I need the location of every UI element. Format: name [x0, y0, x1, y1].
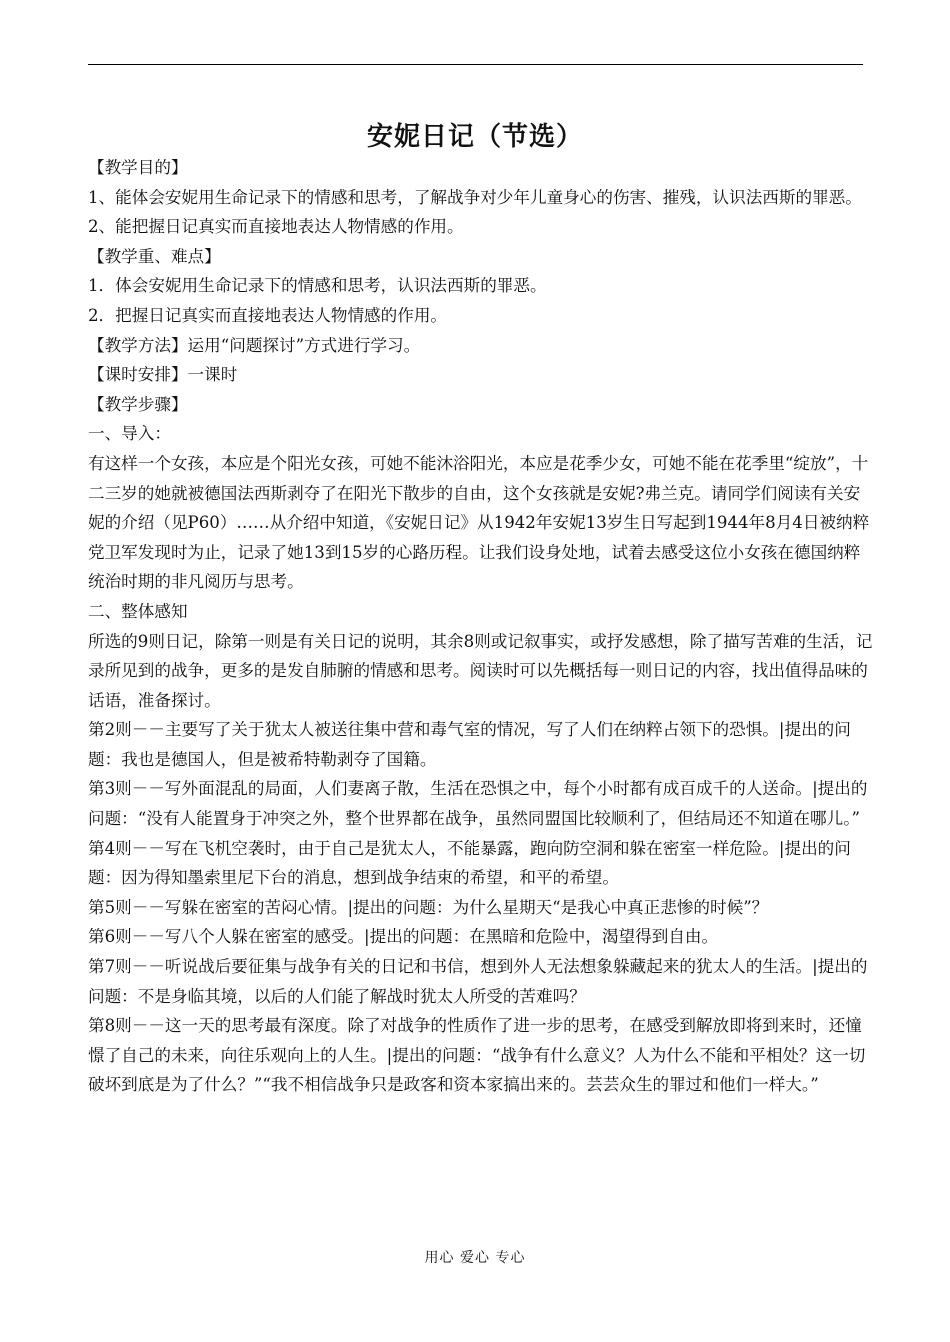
intro-paragraph: 有这样一个女孩，本应是个阳光女孩，可她不能沐浴阳光，本应是花季少女，可她不能在花季里“绽放”，十二三岁的她就被德国法西斯剥夺了在阳光下散步的自由，这个女孩就是安妮?弗兰克。请同学们阅读有关安妮的介绍（见P60）……从介绍中知道，《安妮日记》从1942年安妮13岁生日写起到1944年8月4日被纳粹党卫军发现时为止，记录了她13到15岁的心路历程。让我们设身处地，试着去感受这位小女孩在德国纳粹统治时期的非凡阅历与思考。 [88, 453, 870, 592]
diary-entry-item: 第7则－－听说战后要征集与战争有关的日记和书信，想到外人无法想象躲藏起来的犹太人的生活。|提出的问题：不是身临其境，以后的人们能了解战时犹太人所受的苦难吗？ [88, 957, 868, 1006]
objective-item: 2、能把握日记真实而直接地表达人物情感的作用。 [88, 217, 464, 237]
page-title: 安妮日记（节选） [366, 122, 583, 152]
step-heading-intro: 一、导入： [88, 424, 171, 444]
key-point-item: 1．体会安妮用生命记录下的情感和思考，认识法西斯的罪恶。 [88, 276, 547, 296]
diary-entry-item: 第5则－－写躲在密室的苦闷心情。|提出的问题：为什么星期天“是我心中真正悲惨的时候”？ [88, 897, 769, 917]
diary-entry-item: 第4则－－写在飞机空袭时，由于自己是犹太人，不能暴露，跑向防空洞和躲在密室一样危险。|提出的问题：因为得知墨索里尼下台的消息，想到战争结束的希望，和平的希望。 [88, 838, 851, 888]
diary-entry-item: 第8则－－这一天的思考最有深度。除了对战争的性质作了进一步的思考，在感受到解放即将到来时，还憧憬了自己的未来，向往乐观向上的人生。|提出的问题：“战争有什么意义？人为什么不能和平相处？这一切破坏到底是为了什么？”“我不相信战争只是政客和资本家搞出来的。芸芸众生的罪过和他们一样大。” [88, 1016, 866, 1095]
key-point-item: 2．把握日记真实而直接地表达人物情感的作用。 [88, 305, 448, 325]
section-heading-objectives: 【教学目的】 [88, 158, 188, 177]
overview-paragraph: 所选的9则日记，除第一则是有关日记的说明，其余8则或记叙事实，或抒发感想，除了描写苦难的生活，记录所见到的战争，更多的是发自肺腑的情感和思考。阅读时可以先概括每一则日记的内容，找出值得品味的话语，准备探讨。 [88, 631, 873, 710]
section-heading-key-points: 【教学重、难点】 [88, 246, 221, 266]
document-body [88, 153, 874, 1100]
teaching-method: 【教学方法】运用“问题探讨”方式进行学习。 [88, 335, 421, 355]
lesson-schedule: 【课时安排】一课时 [88, 365, 238, 385]
header-rule [88, 64, 863, 65]
diary-entry-item: 第6则－－写八个人躲在密室的感受。|提出的问题：在黑暗和危险中，渴望得到自由。 [88, 927, 719, 947]
step-heading-overview: 二、整体感知 [88, 601, 188, 621]
diary-entry-item: 第2则－－主要写了关于犹太人被送往集中营和毒气室的情况，写了人们在纳粹占领下的恐惧。|提出的问题：我也是德国人，但是被希特勒剥夺了国籍。 [88, 720, 851, 769]
diary-entry-item: 第3则－－写外面混乱的局面，人们妻离子散，生活在恐惧之中，每个小时都有成百成千的人送命。|提出的问题：“没有人能置身于冲突之外，整个世界都在战争，虽然同盟国比较顺利了，但结局还不知道在哪儿。” [88, 779, 868, 829]
page-footer: 用心 爱心 专心 [424, 1250, 526, 1266]
section-heading-steps: 【教学步骤】 [88, 394, 188, 414]
objective-item: 1、能体会安妮用生命记录下的情感和思考，了解战争对少年儿童身心的伤害、摧残，认识法西斯的罪恶。 [88, 187, 862, 207]
